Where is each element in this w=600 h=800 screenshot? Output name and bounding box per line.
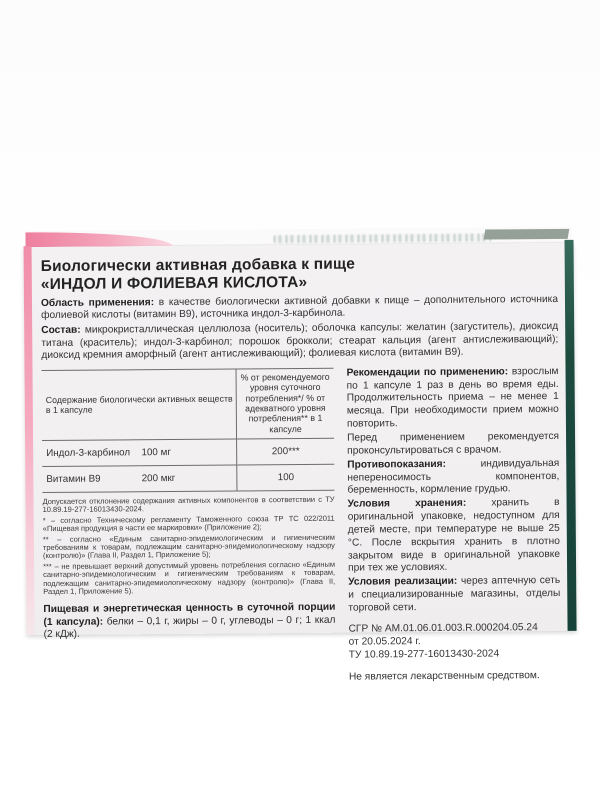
sale-conditions-label: Условия реализации: (348, 576, 458, 588)
scope-paragraph (41, 294, 558, 323)
sale-conditions-text: через аптечную сеть и специализированные магазины, отделы торговой сети. (348, 575, 561, 614)
contraindications-text: индивидуальная непереносимость компонентов, беременность, кормление грудью. (347, 457, 560, 496)
left-column (42, 367, 336, 651)
top-edge-green-accent (484, 229, 570, 240)
nutrition-paragraph (43, 602, 335, 642)
footnote: Допускается отклонение содержания активных компонентов в соответствии с ТУ 10.89.19-277-16013430-2024. (42, 494, 335, 515)
contraindications-paragraph (347, 458, 559, 498)
nutrition-label: Пищевая и энергетическая ценность в суточной порции (1 капсула): (43, 602, 336, 628)
supplement-package-box (23, 227, 576, 683)
consult-doctor-note: Перед применением рекомендуется проконсультироваться с врачом. (347, 430, 560, 457)
tu-number: ТУ 10.89.19-277-16013430-2024 (348, 648, 500, 661)
right-column (347, 366, 562, 693)
footnote: ** – согласно «Единым санитарно-эпидемиологическим и гигиеническим требованиям к товарам, подлежащим санитарно-эпидемиологическому надзору (контролю)» (Глава II, Раздел 1, Приложение 5); (42, 532, 335, 561)
footnote: * – согласно Техническому регламенту Таможенного союза ТР ТС 022/2011 «Пищевая продукция в части ее маркировки» (Приложение 2); (42, 513, 335, 534)
product-type-title: Биологически активная добавка к пище (40, 255, 356, 276)
sgr-number: СГР № АМ.01.06.01.003.R.000204.05.24 (348, 621, 538, 635)
table-header (42, 368, 335, 441)
sgr-date: от 20.05.2024 г. (348, 636, 421, 648)
recommendations-paragraph (347, 366, 559, 432)
recommendations-label: Рекомендации по применению: (346, 366, 509, 379)
substance-name: Витамин В9 (42, 466, 140, 493)
substance-percent: 100 (237, 464, 335, 491)
not-a-medicine-disclaimer: Не является лекарственным средством. (348, 669, 540, 683)
table-header-percent: % от рекомендуемого уровня суточного потребления*/ % от адекватного уровня потребления** в 1 капсуле (236, 368, 334, 439)
active-substances-table (42, 367, 335, 493)
storage-text: хранить в оригинальной упаковке, недоступном для детей месте, при температуре не выше 25 °С. После вскрытия хранить в плотно закрытом виде в оригинальной упаковке при тех же условиях. (347, 497, 561, 575)
footnote: *** – не превышает верхний допустимый уровень потребления согласно «Единым санитарно-эпидемиологическим и гигиеническим требованиям к товарам, подлежащим санитарно-эпидемиологическому надзору (контролю)» (Глава II, Раздел 1, Приложение 5). (43, 559, 336, 596)
top-edge-pink-accent (25, 231, 175, 247)
table-row (42, 464, 334, 492)
package-back-panel (24, 243, 577, 683)
storage-label: Условия хранения: (347, 497, 467, 510)
table-header-content: Содержание биологически активных веществ в 1 капсуле (42, 369, 237, 441)
footnotes-block (43, 496, 336, 597)
substance-percent: 200*** (237, 438, 335, 465)
scope-label: Область применения: (40, 296, 155, 309)
product-name-title: «ИНДОЛ И ФОЛИЕВАЯ КИСЛОТА» (40, 274, 308, 294)
table-row (42, 438, 334, 466)
composition-label: Состав: (41, 325, 81, 337)
two-column-area (42, 366, 562, 695)
contraindications-label: Противопоказания: (347, 458, 447, 471)
substance-amount: 100 мг (139, 439, 237, 466)
box-right-edge-green (565, 240, 577, 631)
recommendations-text: взрослым по 1 капсуле 1 раз в день во время еды. Продолжительность приема – не менее 1 месяца. При необходимости прием можно повторить. (346, 365, 559, 430)
sale-conditions-paragraph (348, 575, 560, 615)
composition-paragraph (41, 321, 558, 362)
panel-content (40, 254, 561, 683)
composition-text: микрокристаллическая целлюлоза (носитель); оболочка капсулы: желатин (загуститель), диоксид титана (краситель); индол-3-карбинол; порошок брокколи; стеарат кальция (агент антислеживающий); диоксид кремния аморфный (агент антислеживающий); фолиевая кислота (витамин В9). (41, 321, 559, 362)
nutrition-text: белки – 0,1 г, жиры – 0 г, углеводы – 0 г; 1 ккал (2 кДж). (43, 614, 336, 641)
storage-paragraph (348, 497, 561, 576)
top-edge-print (273, 233, 491, 243)
substance-amount: 200 мкг (140, 465, 238, 492)
scope-text: в качестве биологически активной добавки к пище – дополнительного источника фолиевой кислоты (витамин В9), источника индол-3-карбинола. (41, 293, 559, 322)
substance-name: Индол-3-карбинол (42, 440, 140, 467)
